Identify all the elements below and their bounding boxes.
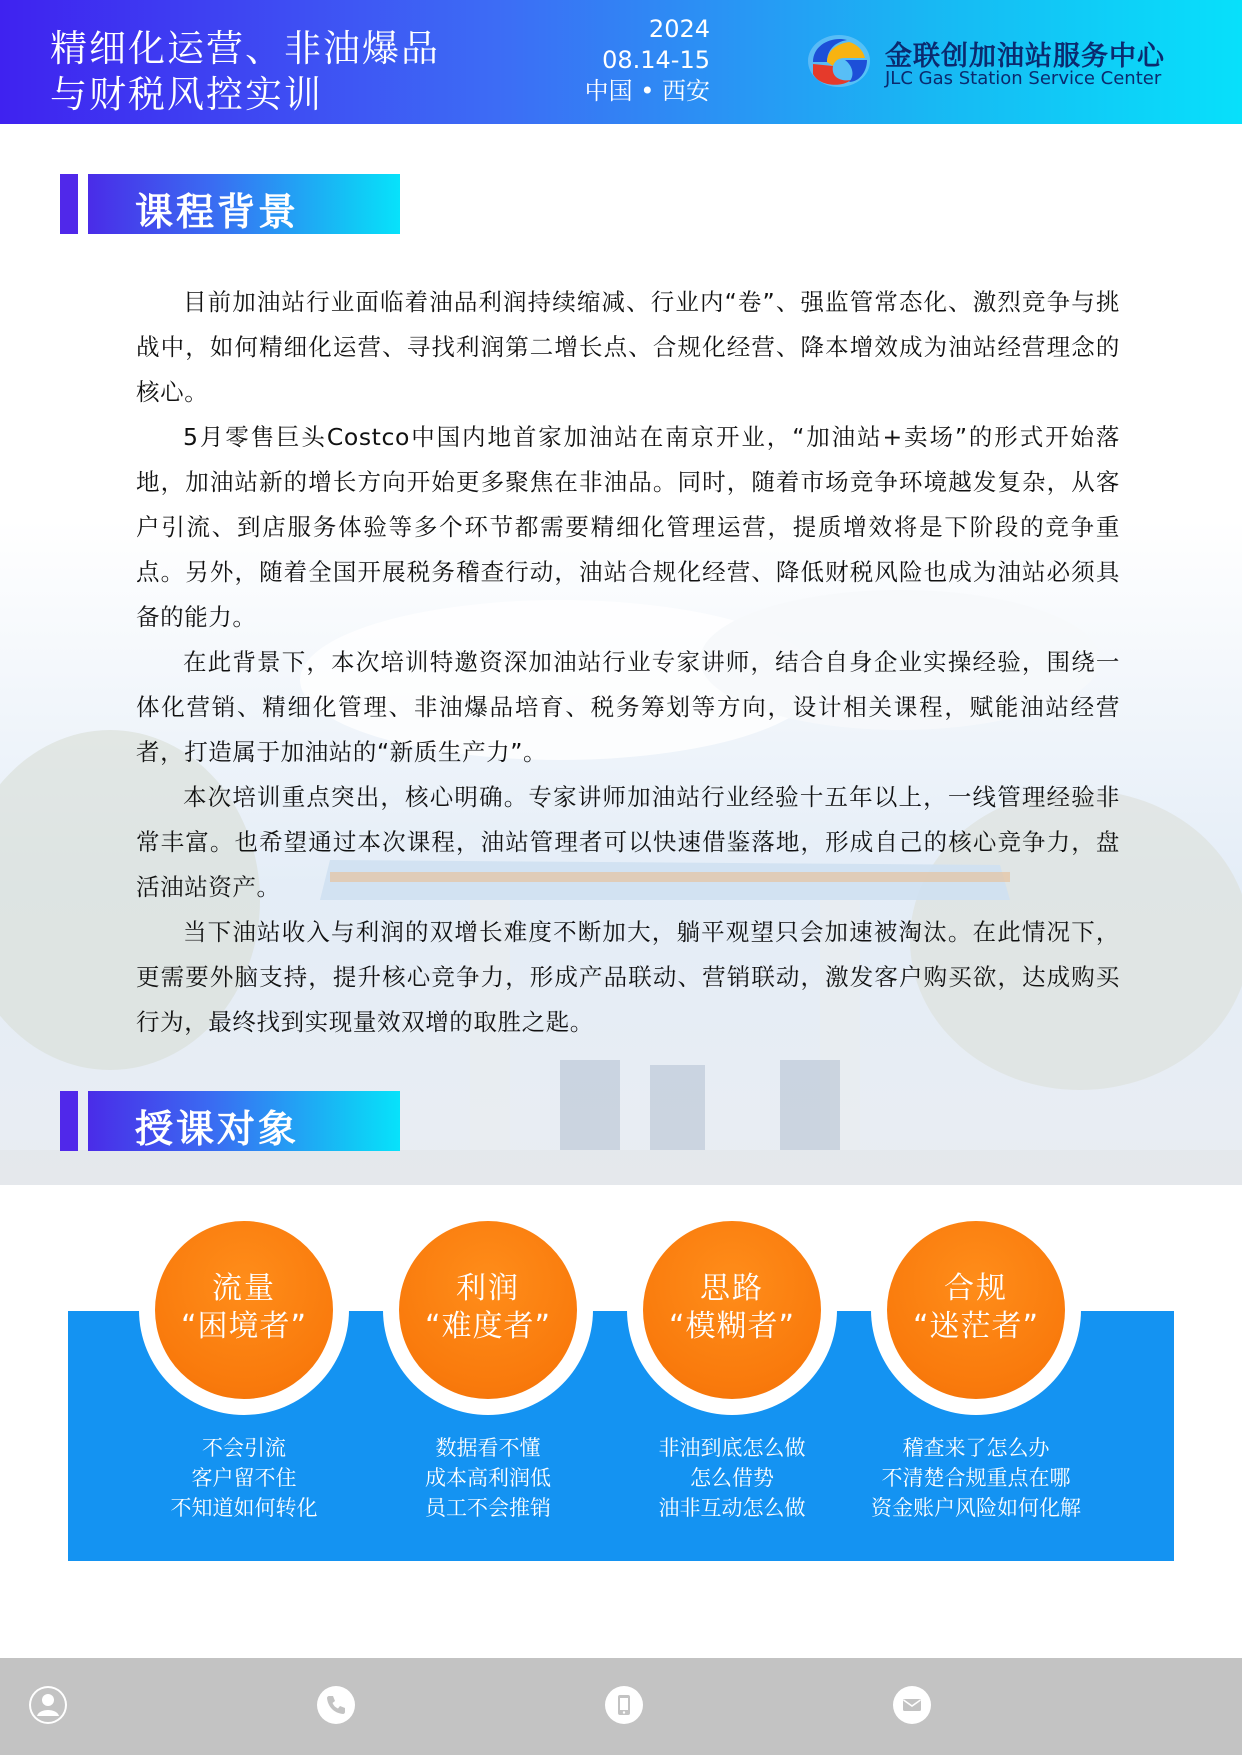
- audience-type: “困境者”: [180, 1309, 308, 1344]
- audience-circle-traffic: [139, 1205, 349, 1415]
- audience-category: 合规: [944, 1271, 1008, 1306]
- audience-type: “迷茫者”: [912, 1309, 1040, 1344]
- problem-item: 不清楚合规重点在哪: [881, 1466, 1071, 1490]
- audience-problems-compliance: [861, 1433, 1091, 1523]
- problem-item: 不知道如何转化: [170, 1496, 318, 1520]
- paragraph-5: 当下油站收入与利润的双增长难度不断加大，躺平观望只会加速被淘汰。在此情况下，更需要外脑支持，提升核心竞争力，形成产品联动、营销联动，激发客户购买欲，达成购买行为，最终找到实现量效双增的取胜之匙。: [136, 918, 1120, 1036]
- training-title-line-1: 精细化运营、非油爆品: [50, 27, 440, 70]
- section-accent-bar: [60, 1091, 78, 1151]
- problem-item: 成本高利润低: [425, 1466, 551, 1490]
- audience-circle-inner: [399, 1221, 577, 1399]
- mail-icon: [893, 1686, 931, 1724]
- audience-circle-inner: [887, 1221, 1065, 1399]
- org-name-en: JLC Gas Station Service Center: [885, 68, 1162, 89]
- audience-problems-traffic: [129, 1433, 359, 1523]
- section-title-background: 课程背景: [135, 190, 300, 234]
- problem-item: 资金账户风险如何化解: [871, 1496, 1081, 1520]
- audience-problems-profit: [373, 1433, 603, 1523]
- event-year: 2024: [648, 15, 710, 43]
- mobile-icon: [605, 1686, 643, 1724]
- audience-problems-thinking: [617, 1433, 847, 1523]
- problem-item: 非油到底怎么做: [658, 1436, 806, 1460]
- problem-item: 客户留不住: [191, 1466, 297, 1490]
- paragraph-4: 本次培训重点突出，核心明确。专家讲师加油站行业经验十五年以上，一线管理经验非常丰富。也希望通过本次课程，油站管理者可以快速借鉴落地，形成自己的核心竞争力，盘活油站资产。: [136, 783, 1120, 901]
- jlc-logo-icon: [805, 32, 873, 90]
- paragraph-1: 目前加油站行业面临着油品利润持续缩减、行业内“卷”、强监管常态化、激烈竞争与挑战中，如何精细化运营、寻找利润第二增长点、合规化经营、降本增效成为油站经营理念的核心。: [136, 288, 1120, 406]
- org-name-cn: 金联创加油站服务中心: [885, 41, 1165, 72]
- problem-item: 数据看不懂: [435, 1436, 541, 1460]
- audience-type: “难度者”: [424, 1309, 552, 1344]
- section-accent-bar: [60, 174, 78, 234]
- problem-item: 不会引流: [202, 1436, 286, 1460]
- audience-circle-thinking: [627, 1205, 837, 1415]
- event-location: 中国 • 西安: [584, 77, 710, 105]
- audience-circle-profit: [383, 1205, 593, 1415]
- problem-item: 稽查来了怎么办: [902, 1436, 1050, 1460]
- paragraph-3: 在此背景下，本次培训特邀资深加油站行业专家讲师，结合自身企业实操经验，围绕一体化营销、精细化管理、非油爆品培育、税务筹划等方向，设计相关课程，赋能油站经营者，打造属于加油站的“新质生产力”。: [136, 648, 1120, 766]
- audience-circle-inner: [155, 1221, 333, 1399]
- training-title-line-2: 与财税风控实训: [50, 73, 323, 116]
- event-dates: 08.14-15: [602, 46, 710, 74]
- section-header-background: [60, 174, 400, 234]
- audience-type: “模糊者”: [668, 1309, 796, 1344]
- section-header-audience: [60, 1091, 400, 1151]
- course-background-text: [136, 280, 1120, 1045]
- person-icon: [29, 1686, 67, 1724]
- audience-circle-inner: [643, 1221, 821, 1399]
- paragraph-2: 5月零售巨头Costco中国内地首家加油站在南京开业，“加油站+卖场”的形式开始落地，加油站新的增长方向开始更多聚焦在非油品。同时，随着市场竞争环境越发复杂，从客户引流、到店服务体验等多个环节都需要精细化管理运营，提质增效将是下阶段的竞争重点。另外，随着全国开展税务稽查行动，油站合规化经营、降低财税风险也成为油站必须具备的能力。: [136, 423, 1120, 631]
- problem-item: 油非互动怎么做: [658, 1496, 806, 1520]
- problem-item: 员工不会推销: [425, 1496, 551, 1520]
- phone-icon: [317, 1686, 355, 1724]
- audience-category: 流量: [212, 1271, 276, 1306]
- page-header: [0, 0, 1242, 124]
- section-title-audience: 授课对象: [135, 1107, 300, 1151]
- audience-category: 利润: [456, 1271, 520, 1306]
- event-info: [560, 14, 710, 107]
- audience-category: 思路: [700, 1271, 764, 1306]
- problem-item: 怎么借势: [690, 1466, 774, 1490]
- audience-circle-compliance: [871, 1205, 1081, 1415]
